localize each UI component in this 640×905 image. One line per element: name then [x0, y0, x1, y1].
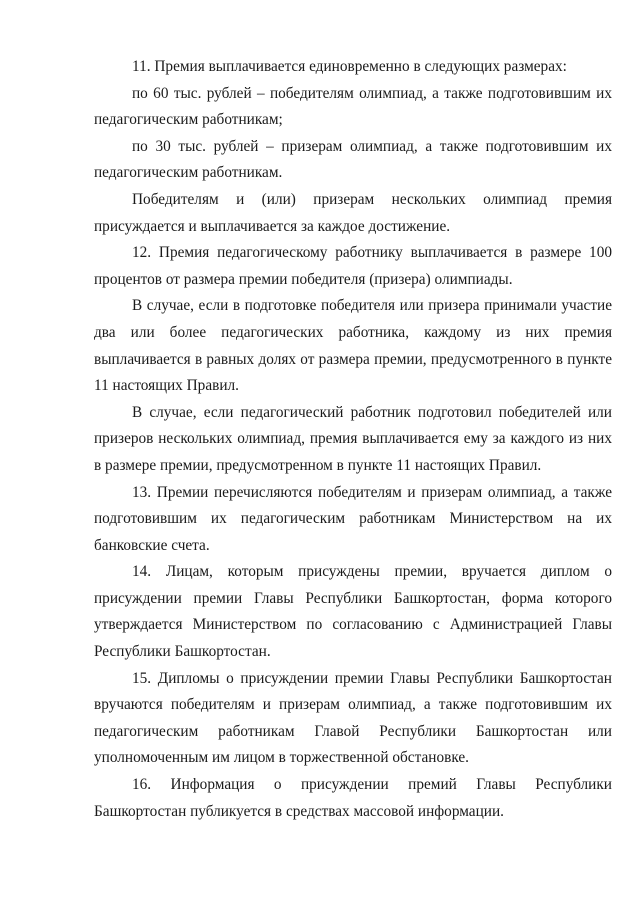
paragraph-multiple-winners: В случае, если педагогический работник подготовил победителей или призеров нескольких олимпиад, премия выплачивается ему за каждого из них в размере премии, предусмотренном в пункте 11 настоящих Правил. — [94, 403, 612, 474]
paragraph-prize-30: по 30 тыс. рублей – призерам олимпиад, а также подготовившим их педагогическим работникам. — [94, 137, 612, 182]
paragraph-14: 14. Лицам, которым присуждены премии, вручается диплом о присуждении премии Главы Республики Башкортостан, форма которого утверждается Министерством по согласованию с Администрацией Главы Республики Башкортостан. — [94, 563, 612, 661]
paragraph-12: 12. Премия педагогическому работнику выплачивается в размере 100 процентов от размера премии победителя (призера) олимпиады. — [94, 244, 612, 288]
document-body — [94, 54, 612, 825]
paragraph-multiple-olympiads: Победителям и (или) призерам нескольких олимпиад премия присуждается и выплачивается за каждое достижение. — [94, 190, 612, 235]
paragraph-11: 11. Премия выплачивается единовременно в следующих размерах: — [132, 58, 567, 75]
paragraph-shared-preparation: В случае, если в подготовке победителя или призера принимали участие два или более педагогических работника, каждому из них премия выплачивается в равных долях от размера премии, предусмотренного в пункте 11 настоящих Правил. — [94, 297, 612, 395]
paragraph-16: 16. Информация о присуждении премий Главы Республики Башкортостан публикуется в средствах массовой информации. — [94, 776, 612, 820]
paragraph-15: 15. Дипломы о присуждении премии Главы Республики Башкортостан вручаются победителям и призерам олимпиад, а также подготовившим их педагогическим работникам Главой Республики Башкортостан или уполномоченным им лицом в торжественной обстановке. — [94, 669, 612, 767]
paragraph-13: 13. Премии перечисляются победителям и призерам олимпиад, а также подготовившим их педагогическим работникам Министерством на их банковские счета. — [94, 483, 612, 554]
paragraph-prize-60: по 60 тыс. рублей – победителям олимпиад, а также подготовившим их педагогическим работникам; — [94, 84, 612, 129]
